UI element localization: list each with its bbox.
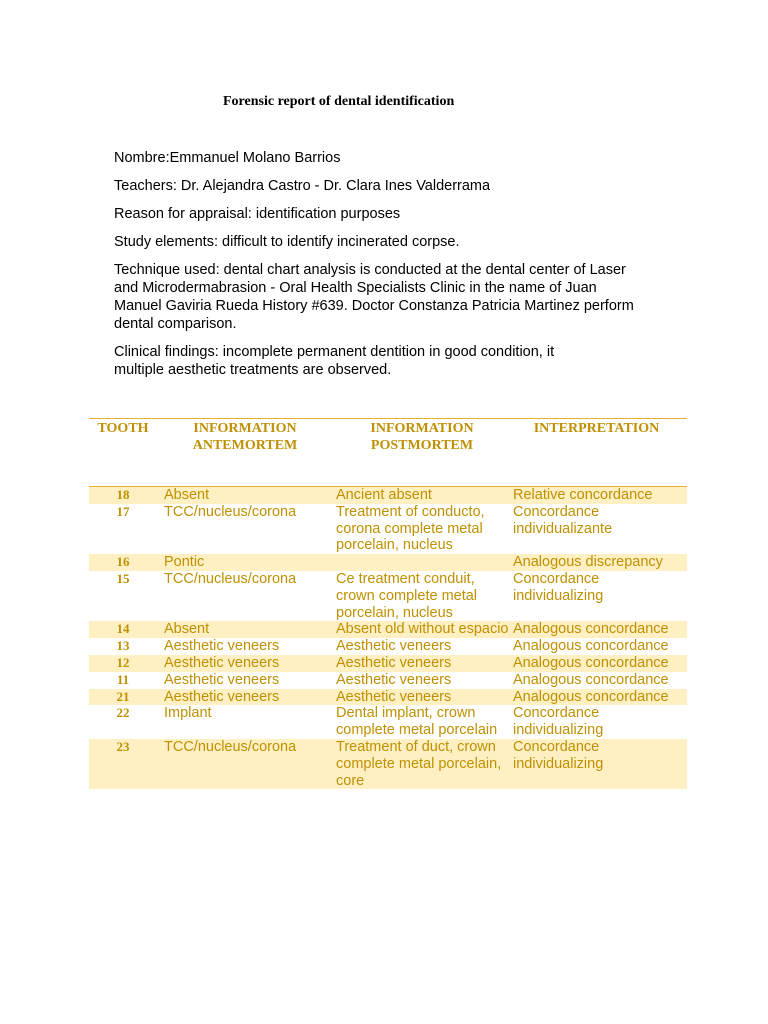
- antemortem-cell: Absent: [164, 487, 210, 503]
- postmortem-cell: Ce treatment conduit, crown complete metal porcelain, nucleus: [336, 570, 478, 621]
- interpretation-cell: Analogous concordance: [513, 621, 669, 638]
- table-row: [89, 705, 687, 739]
- table-row: [89, 487, 687, 504]
- table-row: [89, 672, 687, 689]
- table-row: [89, 739, 687, 789]
- student-name: Nombre:Emmanuel Molano Barrios: [114, 150, 341, 166]
- postmortem-cell: [335, 554, 513, 571]
- table-row: [89, 504, 687, 554]
- header-antemortem: INFORMATION ANTEMORTEM: [192, 421, 298, 453]
- technique-paragraph: Technique used: dental chart analysis is conducted at the dental center of Laser and Microdermabrasion - Oral Health Specialists Clinic in the name of Juan Manuel Gaviria Rueda History #639. Doctor Constanza Patricia Martinez perform dental comparison.: [114, 262, 634, 332]
- antemortem-cell: Aesthetic veneers: [164, 638, 280, 655]
- interpretation-cell: Concordance individualizante: [513, 503, 613, 537]
- tooth-number-cell: 16: [116, 554, 130, 570]
- header-postmortem: INFORMATION POSTMORTEM: [370, 421, 474, 453]
- postmortem-cell: Aesthetic veneers: [336, 688, 452, 705]
- postmortem-cell: Ancient absent: [336, 487, 432, 503]
- interpretation-cell: Analogous concordance: [513, 688, 669, 705]
- table-body: [89, 487, 687, 789]
- table-header: [89, 419, 687, 487]
- tooth-number-cell: 14: [116, 621, 130, 637]
- tooth-number-cell: 11: [116, 671, 130, 687]
- table-row: [89, 638, 687, 655]
- interpretation-cell: Analogous concordance: [513, 671, 669, 688]
- tooth-number-cell: 21: [116, 688, 130, 704]
- dental-comparison-table: [89, 418, 687, 789]
- tooth-number-cell: 13: [116, 638, 130, 654]
- antemortem-cell: Pontic: [164, 554, 205, 571]
- antemortem-cell: Implant: [164, 705, 212, 722]
- postmortem-cell: Aesthetic veneers: [336, 671, 452, 688]
- antemortem-cell: TCC/nucleus/corona: [164, 738, 297, 755]
- document-title: Forensic report of dental identification: [223, 94, 455, 109]
- antemortem-cell: Aesthetic veneers: [164, 654, 280, 671]
- table-row: [89, 655, 687, 672]
- tooth-number-cell: 17: [116, 503, 130, 519]
- tooth-number-cell: 23: [116, 738, 130, 754]
- table-row: [89, 621, 687, 638]
- postmortem-cell: Aesthetic veneers: [336, 654, 452, 671]
- table-row: [89, 571, 687, 621]
- header-interpretation: INTERPRETATION: [533, 421, 660, 436]
- interpretation-cell: Concordance individualizing: [513, 705, 604, 739]
- reason-line: Reason for appraisal: identification purposes: [114, 206, 401, 222]
- table-row: [89, 554, 687, 571]
- interpretation-cell: Analogous discrepancy: [513, 554, 663, 571]
- study-elements-line: Study elements: difficult to identify incinerated corpse.: [114, 234, 460, 250]
- table-row: [89, 689, 687, 706]
- teachers-line: Teachers: Dr. Alejandra Castro - Dr. Clara Ines Valderrama: [114, 178, 491, 194]
- tooth-number-cell: 18: [116, 487, 130, 502]
- postmortem-cell: Absent old without espacio: [336, 621, 509, 638]
- tooth-number-cell: 15: [116, 570, 130, 586]
- interpretation-cell: Relative concordance: [513, 487, 653, 503]
- postmortem-cell: Treatment of duct, crown complete metal porcelain, core: [336, 738, 502, 789]
- header-tooth: TOOTH: [97, 421, 149, 436]
- antemortem-cell: Absent: [164, 621, 210, 638]
- interpretation-cell: Concordance individualizing: [513, 570, 604, 604]
- interpretation-cell: Concordance individualizing: [513, 738, 604, 772]
- tooth-number-cell: 12: [116, 654, 130, 670]
- antemortem-cell: TCC/nucleus/corona: [164, 503, 297, 520]
- postmortem-cell: Treatment of conducto, corona complete metal porcelain, nucleus: [336, 503, 485, 554]
- postmortem-cell: Aesthetic veneers: [336, 638, 452, 655]
- antemortem-cell: TCC/nucleus/corona: [164, 570, 297, 587]
- antemortem-cell: Aesthetic veneers: [164, 688, 280, 705]
- interpretation-cell: Analogous concordance: [513, 638, 669, 655]
- interpretation-cell: Analogous concordance: [513, 654, 669, 671]
- antemortem-cell: Aesthetic veneers: [164, 671, 280, 688]
- clinical-findings-paragraph: Clinical findings: incomplete permanent dentition in good condition, it multiple aesthetic treatments are observed.: [114, 344, 555, 378]
- postmortem-cell: Dental implant, crown complete metal porcelain: [336, 705, 498, 739]
- tooth-number-cell: 22: [116, 705, 130, 721]
